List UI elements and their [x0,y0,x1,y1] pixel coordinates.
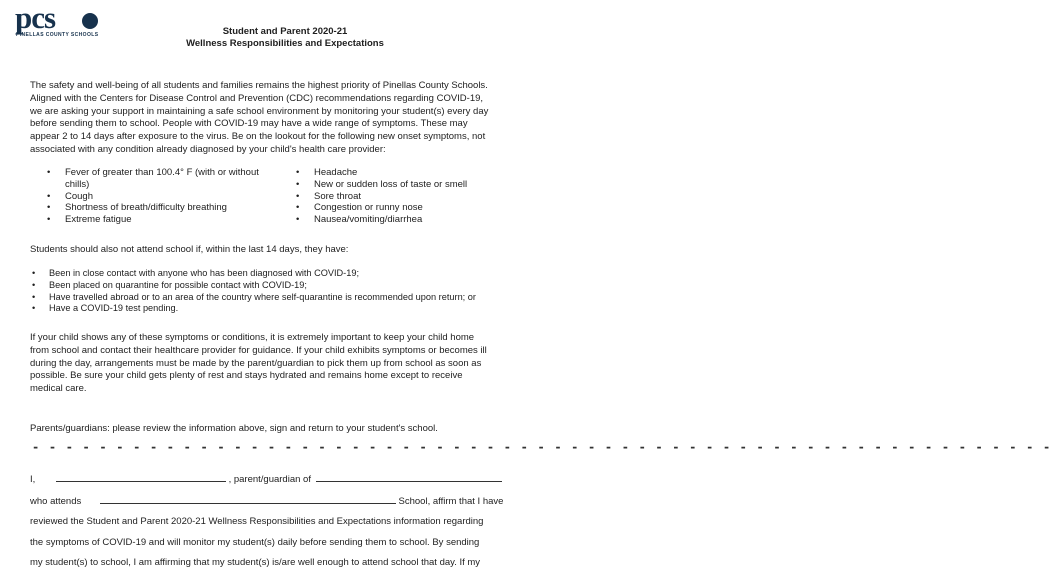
symptom-item: • Congestion or runny nose [296,202,506,214]
title-line-2: Wellness Responsibilities and Expectations [186,38,384,49]
form-line-1 [30,472,502,486]
document-title [120,26,450,50]
title-line-1: Student and Parent 2020-21 [222,26,348,37]
symptom-item: • Fever of greater than 100.4° F (with or without chills) [47,167,262,191]
guardian-label: , parent/guardian of [228,474,311,485]
symptom-item: • New or sudden loss of taste or smell [296,179,506,191]
logo-subtitle: PINELLAS COUNTY SCHOOLS [16,32,99,38]
form-line-2 [30,494,503,508]
exposure-intro: Students should also not attend school if, within the last 14 days, they have: [30,244,349,255]
symptom-item: • Cough [47,191,262,203]
school-name-field[interactable] [100,494,396,504]
symptoms-list-right [296,167,506,226]
intro-paragraph: The safety and well-being of all students and families remains the highest priority of Pinellas County Schools. Aligned with the Centers for Disease Control and Prevention (CDC) recommendations regarding COVID-19, we are asking your support in maintaining a safe school environment by monitoring your student(s) every day before sending them to school. People with COVID-19 may have a wide range of symptoms. These may appear 2 to 14 days after exposure to the virus. Be on the lookout for the following new onset symptoms, not associated with any condition already diagnosed by your child's health care provider: [30,80,489,155]
seal-icon [82,13,98,29]
parent-name-field[interactable] [56,472,226,482]
exposure-item: • Been placed on quarantine for possible contact with COVID-19; [30,280,500,292]
instructions-text: Parents/guardians: please review the information above, sign and return to your student's school. [30,423,438,434]
student-name-field[interactable] [316,472,502,482]
symptom-item: • Shortness of breath/difficulty breathing [47,202,262,214]
symptom-item: • Sore throat [296,191,506,203]
attends-label: who attends [30,496,82,507]
exposure-item: • Been in close contact with anyone who has been diagnosed with COVID-19; [30,268,500,280]
symptom-item: • Headache [296,167,506,179]
symptom-item: • Extreme fatigue [47,214,262,226]
symptoms-list-left [47,167,262,226]
cut-line-divider: - - - - - - - - - - - - - - - - - - - - - - - - - - - - - - - - - - - - - - - - - - - - - - - - - - - - - - - - - - - - - [32,440,1051,454]
affirm-label: School, affirm that I have [398,496,504,507]
exposure-item: • Have travelled abroad or to an area of the country where self-quarantine is recommended upon return; or [30,292,500,304]
form-line-4: the symptoms of COVID-19 and will monitor my student(s) daily before sending them to school. By sending [30,537,480,548]
exposure-list [30,268,500,315]
guidance-paragraph: If your child shows any of these symptoms or conditions, it is extremely important to keep your child home from school and contact their healthcare provider for guidance. If your child exhibits symptoms or becomes ill during the day, arrangements must be made by the parent/guardian to pick them up from school as soon as possible. Be sure your child gets plenty of rest and stays hydrated and remains home except to receive medical care. [30,332,487,395]
symptom-item: • Nausea/vomiting/diarrhea [296,214,506,226]
i-label: I, [30,474,36,485]
form-line-5: my student(s) to school, I am affirming that my student(s) is/are well enough to attend school that day. If my [30,557,481,568]
logo-text: pcs [15,0,56,35]
form-line-3: reviewed the Student and Parent 2020-21 Wellness Responsibilities and Expectations information regarding [30,516,484,527]
pcs-logo [15,0,105,42]
exposure-item: • Have a COVID-19 test pending. [30,303,500,315]
